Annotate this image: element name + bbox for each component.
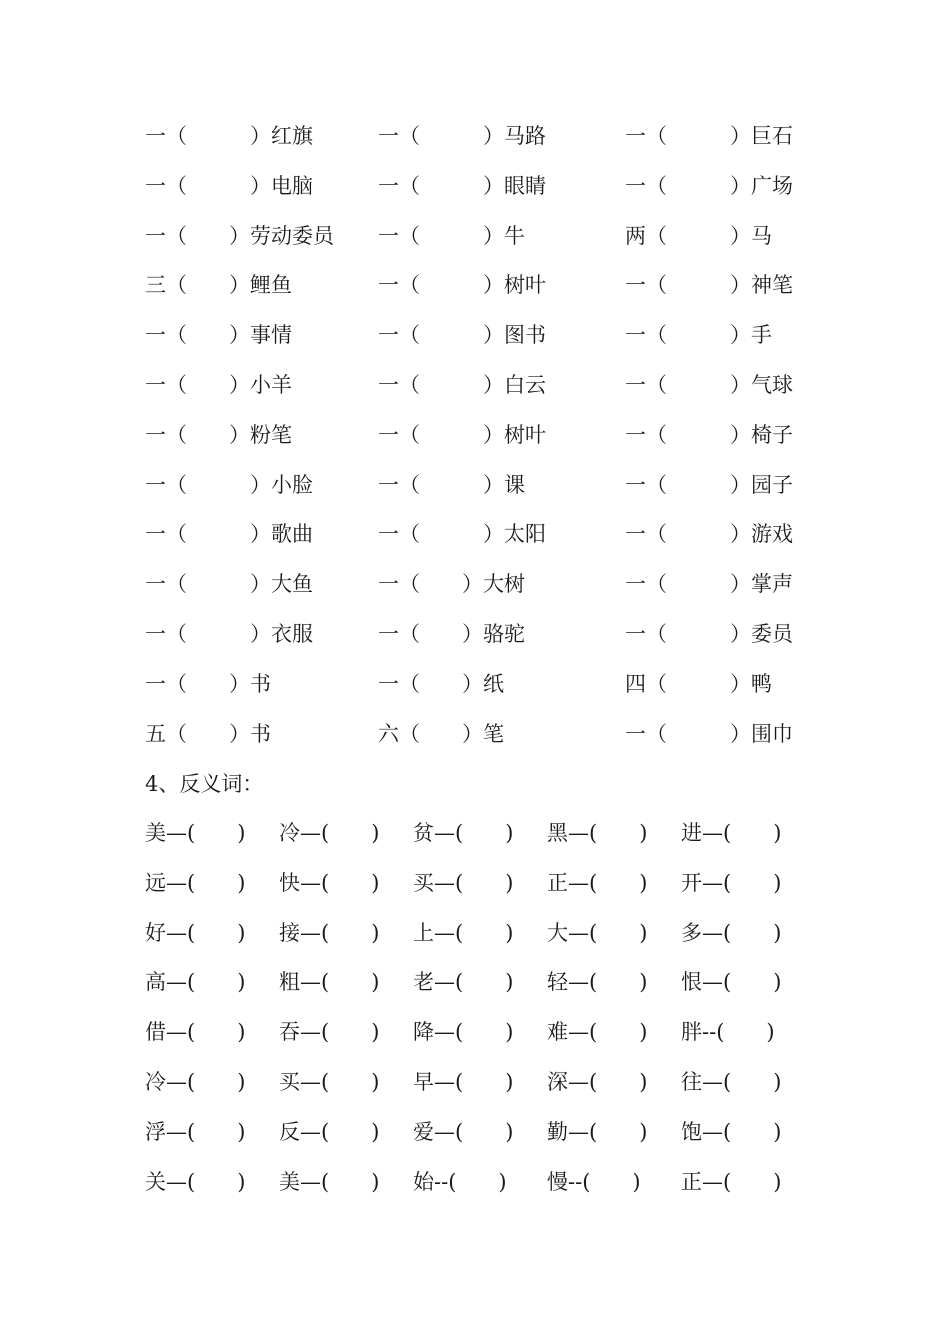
antonym-item: 冷—( ) <box>279 821 380 845</box>
measure-item: 一（ ）巨石 <box>625 124 793 148</box>
antonym-item: 黑—( ) <box>547 821 648 845</box>
measure-item: 一（ ）气球 <box>625 373 793 397</box>
measure-item: 一（ ）白云 <box>378 373 546 397</box>
measure-item: 一（ ）纸 <box>378 671 504 696</box>
measure-item: 一（ ）骆驼 <box>378 622 525 646</box>
measure-item: 六（ ）笔 <box>378 721 504 746</box>
antonym-item: 粗—( ) <box>279 970 380 995</box>
measure-row <box>0 265 950 305</box>
measure-item: 一（ ）树叶 <box>378 273 546 298</box>
measure-item: 一（ ）游戏 <box>625 522 793 547</box>
measure-item: 一（ ）电脑 <box>145 173 313 198</box>
measure-item: 一（ ）红旗 <box>145 124 313 148</box>
measure-item: 一（ ）树叶 <box>378 422 546 447</box>
antonym-heading: 4、反义词： <box>145 772 264 796</box>
measure-item: 两（ ）马 <box>625 223 772 248</box>
measure-item: 一（ ）书 <box>145 671 271 696</box>
measure-item: 一（ ）事情 <box>145 323 292 348</box>
antonym-item: 老—( ) <box>413 970 514 995</box>
antonym-item: 恨—( ) <box>681 970 782 995</box>
measure-item: 一（ ）粉笔 <box>145 422 292 447</box>
measure-item: 一（ ）神笔 <box>625 273 793 298</box>
antonym-item: 深—( ) <box>547 1070 648 1094</box>
measure-row <box>0 315 950 355</box>
antonym-row <box>0 813 950 853</box>
antonym-item: 买—( ) <box>413 870 514 895</box>
antonym-item: 接—( ) <box>279 920 380 945</box>
antonym-item: 轻—( ) <box>547 970 648 995</box>
antonym-item: 多—( ) <box>681 920 782 945</box>
antonym-row <box>0 1162 950 1202</box>
antonym-row <box>0 913 950 953</box>
antonym-item: 正—( ) <box>547 870 648 895</box>
measure-item: 三（ ）鲤鱼 <box>145 273 292 298</box>
antonym-item: 借—( ) <box>145 1020 246 1045</box>
measure-row <box>0 614 950 654</box>
antonym-item: 贫—( ) <box>413 821 514 845</box>
antonym-item: 往—( ) <box>681 1070 782 1094</box>
antonym-item: 浮—( ) <box>145 1119 246 1144</box>
antonym-item: 胖--( ) <box>681 1020 775 1045</box>
measure-item: 一（ ）课 <box>378 472 525 497</box>
measure-row <box>0 514 950 554</box>
measure-item: 一（ ）手 <box>625 323 772 348</box>
measure-item: 一（ ）椅子 <box>625 422 793 447</box>
measure-item: 五（ ）书 <box>145 721 271 746</box>
measure-item: 一（ ）委员 <box>625 622 793 646</box>
antonym-row <box>0 1112 950 1152</box>
antonym-item: 勤—( ) <box>547 1119 648 1144</box>
measure-row <box>0 415 950 455</box>
antonym-item: 吞—( ) <box>279 1020 380 1045</box>
measure-row <box>0 216 950 256</box>
measure-item: 一（ ）图书 <box>378 323 546 348</box>
measure-item: 一（ ）大鱼 <box>145 572 313 597</box>
antonym-row <box>0 962 950 1002</box>
antonym-item: 上—( ) <box>413 920 514 945</box>
antonym-item: 正—( ) <box>681 1169 782 1194</box>
measure-row <box>0 166 950 206</box>
measure-item: 一（ ）围巾 <box>625 721 793 746</box>
measure-item: 一（ ）劳动委员 <box>145 223 334 248</box>
measure-item: 一（ ）马路 <box>378 124 546 148</box>
measure-item: 一（ ）大树 <box>378 572 525 597</box>
antonym-row <box>0 1012 950 1052</box>
measure-item: 四（ ）鸭 <box>625 671 772 696</box>
antonym-item: 进—( ) <box>681 821 782 845</box>
antonym-item: 高—( ) <box>145 970 246 995</box>
measure-item: 一（ ）掌声 <box>625 572 793 597</box>
antonym-item: 快—( ) <box>279 870 380 895</box>
antonym-item: 大—( ) <box>547 920 648 945</box>
measure-item: 一（ ）太阳 <box>378 522 546 547</box>
measure-row <box>0 365 950 405</box>
antonym-item: 早—( ) <box>413 1070 514 1094</box>
measure-row <box>0 564 950 604</box>
antonym-item: 难—( ) <box>547 1020 648 1045</box>
antonym-item: 关—( ) <box>145 1169 246 1194</box>
measure-row <box>0 116 950 156</box>
antonym-item: 饱—( ) <box>681 1119 782 1144</box>
antonym-item: 反—( ) <box>279 1119 380 1144</box>
measure-row <box>0 664 950 704</box>
antonym-item: 买—( ) <box>279 1070 380 1094</box>
measure-item: 一（ ）小羊 <box>145 373 292 397</box>
antonym-item: 远—( ) <box>145 870 246 895</box>
antonym-item: 降—( ) <box>413 1020 514 1045</box>
measure-row <box>0 465 950 505</box>
antonym-item: 爱—( ) <box>413 1119 514 1144</box>
antonym-item: 好—( ) <box>145 920 246 945</box>
antonym-item: 冷—( ) <box>145 1070 246 1094</box>
measure-item: 一（ ）衣服 <box>145 622 313 646</box>
antonym-item: 始--( ) <box>413 1169 507 1194</box>
measure-item: 一（ ）眼睛 <box>378 173 546 198</box>
measure-item: 一（ ）歌曲 <box>145 522 313 547</box>
measure-row <box>0 714 950 754</box>
measure-item: 一（ ）牛 <box>378 223 525 248</box>
measure-item: 一（ ）小脸 <box>145 472 313 497</box>
measure-item: 一（ ）园子 <box>625 472 793 497</box>
antonym-item: 慢--( ) <box>547 1169 641 1194</box>
antonym-item: 美—( ) <box>145 821 246 845</box>
antonym-item: 开—( ) <box>681 870 782 895</box>
measure-item: 一（ ）广场 <box>625 173 793 198</box>
antonym-row <box>0 1062 950 1102</box>
antonym-item: 美—( ) <box>279 1169 380 1194</box>
antonym-row <box>0 863 950 903</box>
